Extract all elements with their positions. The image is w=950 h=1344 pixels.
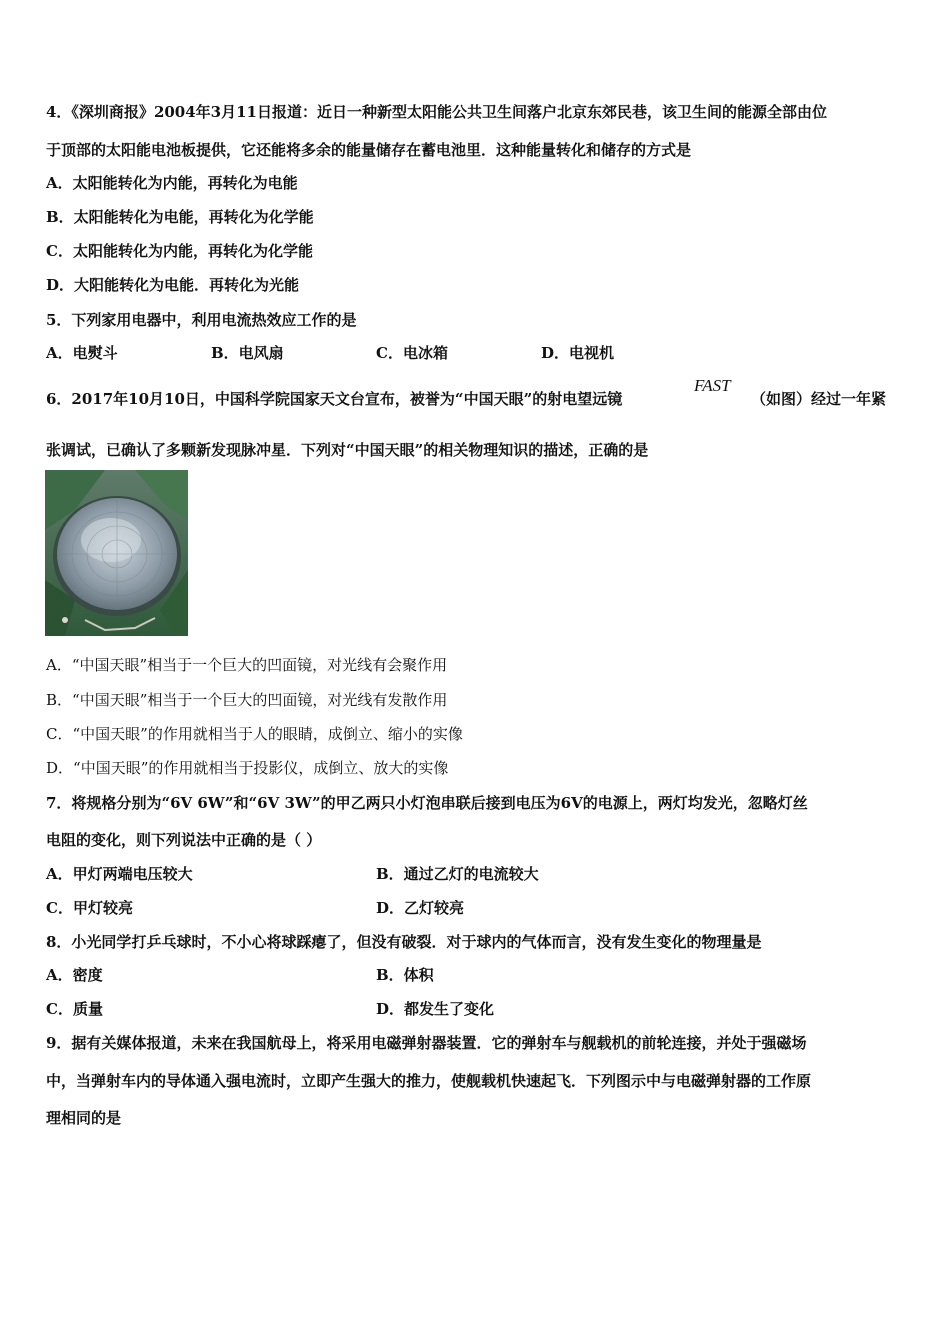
q9-stem-line2: 中，当弹射车内的导体通入强电流时，立即产生强大的推力，使舰载机快速起飞．下列图示中与电磁弹射器的工作原 — [46, 1072, 812, 1090]
q4-option-a: A．太阳能转化为内能，再转化为电能 — [46, 174, 298, 192]
q7-option-d: D．乙灯较亮 — [376, 899, 465, 917]
fast-label: FAST — [694, 376, 731, 395]
q4-option-d: D．大阳能转化为电能．再转化为光能 — [46, 276, 300, 294]
q5-option-a: A．电熨斗 — [46, 344, 118, 362]
q5-option-b: B．电风扇 — [211, 344, 284, 362]
q7-option-c: C．甲灯较亮 — [46, 899, 133, 917]
q4-stem-line2: 于顶部的太阳能电池板提供，它还能将多余的能量储存在蓄电池里．这种能量转化和储存的方式是 — [46, 141, 692, 159]
q6-option-c: C．“中国天眼”的作用就相当于人的眼睛，成倒立、缩小的实像 — [46, 725, 463, 743]
q9-stem-line1: 9．据有关媒体报道，未来在我国航母上，将采用电磁弹射器装置．它的弹射车与舰载机的前轮连接，并处于强磁场 — [46, 1034, 807, 1052]
q6-stem-line1b: （如图）经过一年紧 — [751, 390, 887, 408]
q8-option-d: D．都发生了变化 — [376, 1000, 495, 1018]
q6-option-b: B．“中国天眼”相当于一个巨大的凹面镜，对光线有发散作用 — [46, 691, 448, 709]
q8-option-b: B．体积 — [376, 966, 434, 984]
q8-option-a: A．密度 — [46, 966, 103, 984]
q7-stem-line1: 7．将规格分别为“6V 6W”和“6V 3W”的甲乙两只小灯泡串联后接到电压为6V的电源上，两灯均发光，忽略灯丝 — [46, 794, 808, 812]
q7-option-a: A．甲灯两端电压较大 — [46, 865, 193, 883]
fast-telescope-photo — [45, 470, 188, 636]
q8-stem: 8．小光同学打乒乓球时，不小心将球踩瘪了，但没有破裂．对于球内的气体而言，没有发生变化的物理量是 — [46, 933, 762, 951]
q4-stem-line1: 4．《深圳商报》2004年3月11日报道：近日一种新型太阳能公共卫生间落户北京东郊民巷，该卫生间的能源全部由位 — [46, 103, 828, 121]
q5-option-c: C．电冰箱 — [376, 344, 448, 362]
q6-option-a: A．“中国天眼”相当于一个巨大的凹面镜，对光线有会聚作用 — [46, 656, 448, 674]
q4-option-c: C．太阳能转化为内能，再转化为化学能 — [46, 242, 313, 260]
q4-option-b: B．太阳能转化为电能，再转化为化学能 — [46, 208, 314, 226]
q8-option-c: C．质量 — [46, 1000, 103, 1018]
q5-option-d: D．电视机 — [541, 344, 615, 362]
q5-stem: 5．下列家用电器中，利用电流热效应工作的是 — [46, 311, 357, 329]
q9-stem-line3: 理相同的是 — [46, 1109, 122, 1127]
q6-option-d: D．“中国天眼”的作用就相当于投影仪，成倒立、放大的实像 — [46, 759, 449, 777]
q7-stem-line2: 电阻的变化，则下列说法中正确的是（ ） — [46, 831, 322, 849]
q7-option-b: B．通过乙灯的电流较大 — [376, 865, 539, 883]
q6-stem-line1a: 6．2017年10月10日，中国科学院国家天文台宣布，被誉为“中国天眼”的射电望远镜 — [46, 390, 623, 408]
q6-stem-line2: 张调试，已确认了多颗新发现脉冲星．下列对“中国天眼”的相关物理知识的描述，正确的是 — [46, 441, 649, 459]
